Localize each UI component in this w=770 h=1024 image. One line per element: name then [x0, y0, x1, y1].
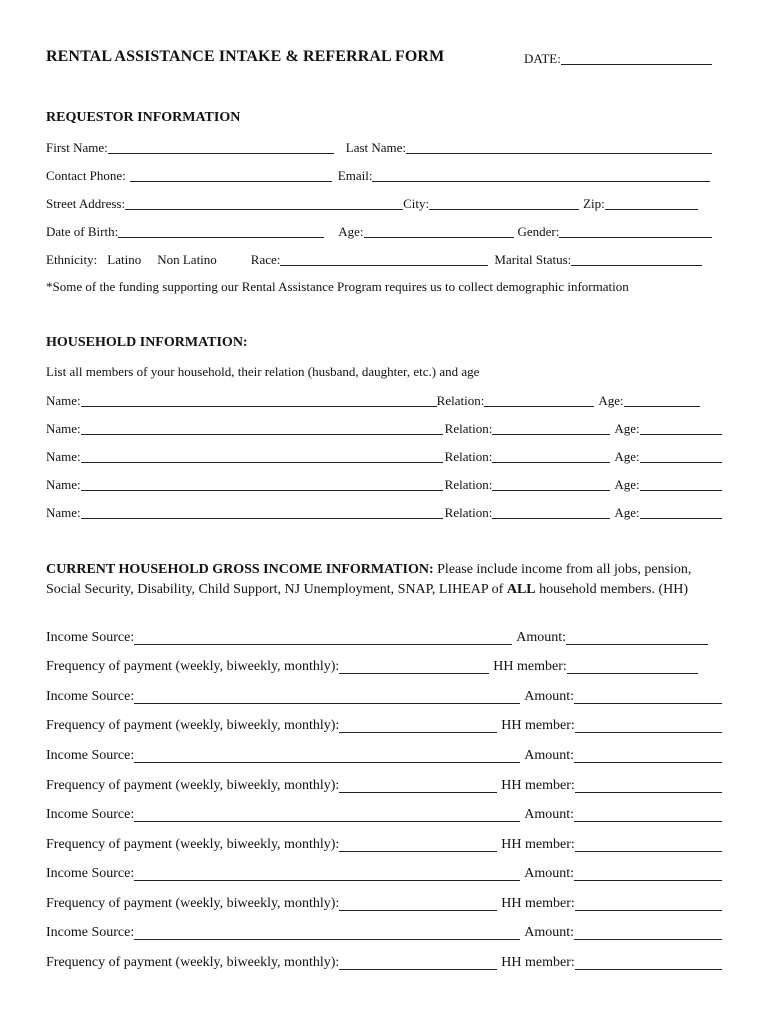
amount-label: Amount:: [524, 748, 575, 763]
email-label: Email:: [337, 168, 373, 183]
amount-label: Amount:: [524, 866, 575, 881]
last-name-label: Last Name:: [345, 140, 407, 155]
age-label: Age:: [338, 224, 364, 239]
income-source-label: Income Source:: [46, 866, 135, 881]
frequency-field[interactable]: [339, 720, 497, 733]
income-source-field[interactable]: [134, 927, 520, 940]
frequency-row: [46, 658, 722, 676]
member-relation-field[interactable]: [492, 422, 610, 435]
frequency-label: Frequency of payment (weekly, biweekly, monthly):: [46, 778, 340, 793]
member-relation-label: Relation:: [444, 449, 493, 464]
income-source-label: Income Source:: [46, 630, 135, 645]
amount-field[interactable]: [574, 750, 722, 763]
amount-label: Amount:: [524, 807, 575, 822]
household-heading: HOUSEHOLD INFORMATION:: [46, 335, 248, 350]
frequency-field[interactable]: [339, 661, 489, 674]
member-relation-field[interactable]: [484, 394, 594, 407]
income-source-row: [46, 688, 722, 706]
race-label: Race:: [250, 252, 281, 267]
dob-label: Date of Birth:: [46, 224, 119, 239]
member-name-label: Name:: [46, 477, 81, 492]
income-source-label: Income Source:: [46, 925, 135, 940]
marital-status-label: Marital Status:: [494, 252, 572, 267]
frequency-field[interactable]: [339, 898, 497, 911]
date-field[interactable]: [524, 51, 712, 67]
member-relation-field[interactable]: [492, 450, 610, 463]
member-relation-label: Relation:: [444, 505, 493, 520]
income-source-row: [46, 629, 722, 647]
age-field[interactable]: [364, 225, 514, 238]
member-age-field[interactable]: [640, 450, 722, 463]
hh-member-label: HH member:: [501, 778, 575, 793]
household-member-row: [46, 505, 722, 521]
hh-member-field[interactable]: [575, 720, 722, 733]
household-member-row: [46, 477, 722, 493]
member-relation-label: Relation:: [444, 477, 493, 492]
form-title: RENTAL ASSISTANCE INTAKE & REFERRAL FORM: [46, 48, 445, 65]
household-instruction: List all members of your household, their relation (husband, daughter, etc.) and age: [46, 364, 480, 379]
frequency-row: [46, 836, 722, 854]
frequency-label: Frequency of payment (weekly, biweekly, monthly):: [46, 896, 340, 911]
frequency-row: [46, 895, 722, 913]
amount-field[interactable]: [566, 632, 708, 645]
income-source-field[interactable]: [134, 632, 512, 645]
date-label: DATE:: [524, 51, 561, 66]
city-label: City:: [403, 196, 430, 211]
hh-member-field[interactable]: [575, 898, 722, 911]
hh-member-field[interactable]: [575, 957, 722, 970]
household-member-row: [46, 449, 722, 465]
contact-phone-label: Contact Phone:: [46, 168, 126, 183]
amount-field[interactable]: [574, 927, 722, 940]
member-name-field[interactable]: [81, 422, 443, 435]
member-age-label: Age:: [614, 477, 640, 492]
member-age-label: Age:: [614, 505, 640, 520]
income-source-field[interactable]: [134, 809, 520, 822]
first-name-field[interactable]: [108, 141, 334, 154]
member-relation-label: Relation:: [444, 421, 493, 436]
demographic-note: *Some of the funding supporting our Rental Assistance Program requires us to collect demographic information: [46, 279, 629, 294]
income-source-row: [46, 806, 722, 824]
frequency-row: [46, 717, 722, 735]
member-relation-field[interactable]: [492, 478, 610, 491]
member-relation-label: Relation:: [436, 393, 485, 408]
member-age-field[interactable]: [640, 422, 722, 435]
frequency-field[interactable]: [339, 957, 497, 970]
income-source-row: [46, 747, 722, 765]
member-name-field[interactable]: [81, 394, 437, 407]
city-field[interactable]: [429, 197, 579, 210]
income-source-label: Income Source:: [46, 748, 135, 763]
hh-member-label: HH member:: [501, 718, 575, 733]
amount-label: Amount:: [516, 630, 567, 645]
frequency-label: Frequency of payment (weekly, biweekly, monthly):: [46, 837, 340, 852]
amount-field[interactable]: [574, 809, 722, 822]
zip-field[interactable]: [605, 197, 698, 210]
member-name-field[interactable]: [81, 450, 443, 463]
frequency-label: Frequency of payment (weekly, biweekly, monthly):: [46, 718, 340, 733]
ethnicity-label: Ethnicity:: [46, 252, 98, 267]
zip-label: Zip:: [583, 196, 605, 211]
income-source-field[interactable]: [134, 750, 520, 763]
member-name-label: Name:: [46, 505, 81, 520]
frequency-row: [46, 777, 722, 795]
member-age-field[interactable]: [640, 506, 722, 519]
hh-member-label: HH member:: [501, 955, 575, 970]
income-desc-part1: Please include income from all jobs, pension, Social Security, Disability, Child Support, NJ Unemployment, SNAP, LIHEAP of: [46, 562, 692, 597]
income-desc-part2: household members. (HH): [535, 582, 689, 597]
date-blank[interactable]: [561, 52, 712, 65]
member-age-field[interactable]: [640, 478, 722, 491]
marital-status-field[interactable]: [571, 253, 702, 266]
requestor-heading: REQUESTOR INFORMATION: [46, 110, 241, 125]
income-desc-bold: ALL: [506, 582, 536, 597]
frequency-label: Frequency of payment (weekly, biweekly, monthly):: [46, 659, 340, 674]
last-name-field[interactable]: [406, 141, 712, 154]
income-source-row: [46, 865, 722, 883]
income-source-field[interactable]: [134, 868, 520, 881]
member-age-label: Age:: [614, 449, 640, 464]
name-row: [46, 140, 722, 156]
first-name-label: First Name:: [46, 140, 108, 155]
hh-member-label: HH member:: [501, 837, 575, 852]
address-row: [46, 196, 722, 212]
contact-row: [46, 168, 722, 184]
hh-member-field[interactable]: [567, 661, 698, 674]
member-name-field[interactable]: [81, 478, 443, 491]
member-age-field[interactable]: [624, 394, 700, 407]
member-name-label: Name:: [46, 449, 81, 464]
frequency-label: Frequency of payment (weekly, biweekly, monthly):: [46, 955, 340, 970]
amount-label: Amount:: [524, 925, 575, 940]
member-age-label: Age:: [614, 421, 640, 436]
gender-field[interactable]: [559, 225, 712, 238]
amount-field[interactable]: [574, 691, 722, 704]
income-source-field[interactable]: [134, 691, 520, 704]
frequency-row: [46, 954, 722, 972]
frequency-field[interactable]: [339, 780, 497, 793]
race-field[interactable]: [280, 253, 488, 266]
hh-member-label: HH member:: [501, 896, 575, 911]
email-field[interactable]: [372, 169, 710, 182]
income-description: [46, 560, 716, 600]
hh-member-label: HH member:: [493, 659, 567, 674]
member-name-field[interactable]: [81, 506, 443, 519]
ethnicity-row: [46, 252, 722, 268]
contact-phone-field[interactable]: [130, 169, 332, 182]
frequency-field[interactable]: [339, 839, 497, 852]
hh-member-field[interactable]: [575, 780, 722, 793]
member-name-label: Name:: [46, 421, 81, 436]
ethnicity-option-non-latino[interactable]: Non Latino: [157, 252, 217, 267]
household-member-row: [46, 393, 722, 409]
street-address-field[interactable]: [125, 197, 403, 210]
ethnicity-option-latino[interactable]: Latino: [107, 252, 142, 267]
household-member-row: [46, 421, 722, 437]
gender-label: Gender:: [517, 224, 560, 239]
income-heading: CURRENT HOUSEHOLD GROSS INCOME INFORMATION:: [46, 562, 434, 577]
amount-label: Amount:: [524, 689, 575, 704]
income-source-label: Income Source:: [46, 689, 135, 704]
hh-member-field[interactable]: [575, 839, 722, 852]
income-source-row: [46, 924, 722, 942]
amount-field[interactable]: [574, 868, 722, 881]
income-source-label: Income Source:: [46, 807, 135, 822]
member-age-label: Age:: [598, 393, 624, 408]
dob-row: [46, 224, 722, 240]
member-name-label: Name:: [46, 393, 81, 408]
street-address-label: Street Address:: [46, 196, 126, 211]
member-relation-field[interactable]: [492, 506, 610, 519]
dob-field[interactable]: [118, 225, 324, 238]
